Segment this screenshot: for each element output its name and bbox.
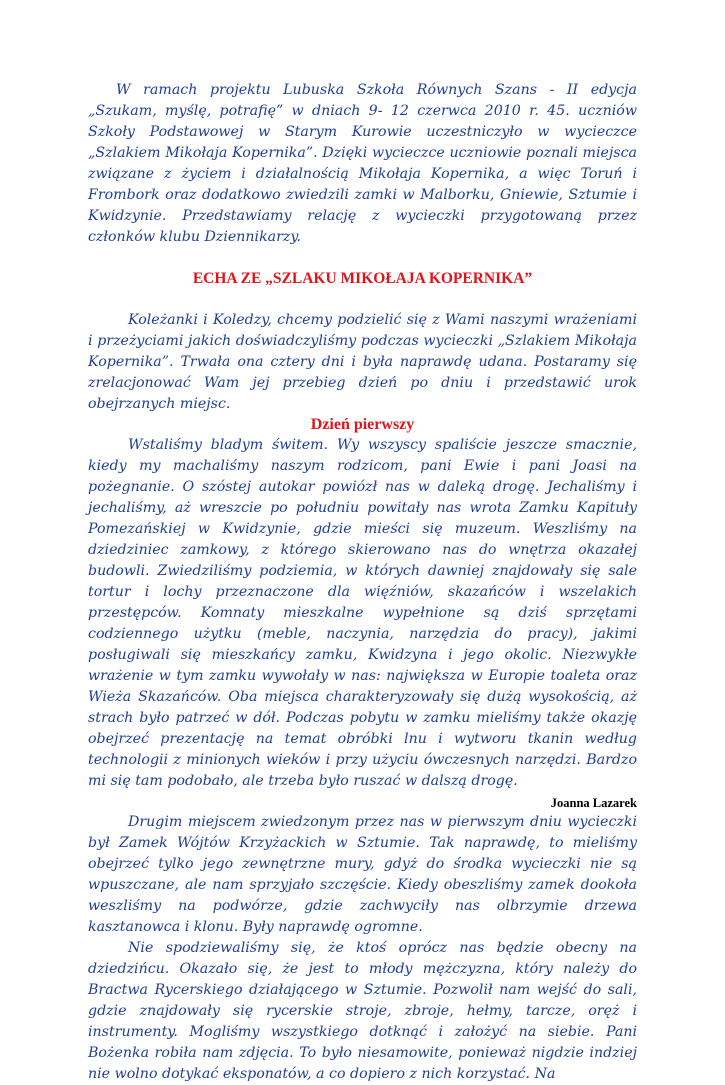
intro-section [88, 80, 637, 248]
day-heading: Dzień pierwszy [310, 416, 415, 433]
sztum-paragraph: Drugim miejscem zwiedzonym przez nas w pierwszym dniu wycieczki był Zamek Wójtów Krzyżackich w Sztumie. Tak naprawdę, to mieliśmy obejrzeć tylko jego zewnętrzne mury, gdyż do środka wycieczki nie są wpuszczane, ale nam sprzyjało szczęście. Kiedy obeszliśmy zamek dookoła weszliśmy na podwórze, gdzie zachwyciły nas olbrzymie drzewa kasztanowca i klonu. Były naprawdę ogromne. [88, 814, 637, 935]
bractwo-paragraph: Nie spodziewaliśmy się, że ktoś oprócz nas będzie obecny na dziedzińcu. Okazało się, że jest to młody mężczyzna, który należy do Bractwa Rycerskiego działającego w Sztumie. Pozwolił nam wejść do sali, gdzie znajdowały się rycerskie stroje, zbroje, hełmy, tarcze, oręż i instrumenty. Mogliśmy wszystkiego dotknąć i założyć na siebie. Pani Bożenka robiła nam zdjęcia. To było niesamowite, ponieważ nigdzie indziej nie wolno dotykać eksponatów, a co dopiero z nich korzystać. Na [88, 940, 637, 1082]
article-title: ECHA ZE „SZLAKU MIKOŁAJA KOPERNIKA” [192, 270, 533, 287]
day1-paragraph: Wstaliśmy bladym świtem. Wy wszyscy spaliście jeszcze smacznie, kiedy my machaliśmy naszym rodzicom, pani Ewie i pani Joasi na pożegnanie. O szóstej autokar powiózł nas w daleką drogę. Jechaliśmy i jechaliśmy, aż wreszcie po południu powitały nas wrota Zamku Kapituły Pomezańskiej w Kwidzynie, gdzie mieści się muzeum. Weszliśmy na dziedziniec zamkowy, z którego skierowano nas do wnętrza okazałej budowli. Zwiedziliśmy podziemia, w których dawniej znajdowały się sale tortur i lochy przeznaczone dla więźniów, skazańców i wszelakich przestępców. Komnaty mieszkalne wypełnione są dziś sprzętami codziennego użytku (meble, naczynia, narzędzia do pracy), jakimi posługiwali się mieszkańcy zamku, Kwidzyna i jego okolic. Niezwykłe wrażenie w tym zamku wywołały w nas: największa w Europie toaleta oraz Wieża Skazańców. Oba miejsca charakteryzowały się dużą wysokością, aż strach było patrzeć w dół. Podczas pobytu w zamku mieliśmy także okazję obejrzeć prezentację na temat obróbki lnu i wytworu tkanin według technologii z minionych wieków i przy użyciu ówczesnych narzędzi. Bardzo mi się tam podobało, ale trzeba było ruszać w dalszą drogę. [88, 437, 637, 789]
author-signature: Joanna Lazarek [550, 796, 637, 810]
article-body [88, 310, 637, 1085]
greeting-paragraph: Koleżanki i Koledzy, chcemy podzielić się z Wami naszymi wrażeniami i przeżyciami jakich doświadczyliśmy podczas wycieczki „Szlakiem Mikołaja Kopernika”. Trwała ona cztery dni i była naprawdę udana. Postaramy się zrelacjonować Wam jej przebieg dzień po dniu i przedstawić urok obejrzanych miejsc. [88, 312, 637, 412]
intro-paragraph: W ramach projektu Lubuska Szkoła Równych Szans - II edycja „Szukam, myślę, potrafię” w dniach 9- 12 czerwca 2010 r. 45. uczniów Szkoły Podstawowej w Starym Kurowie uczestniczyło w wycieczce „Szlakiem Mikołaja Kopernika”. Dzięki wycieczce uczniowie poznali miejsca związane z życiem i działalnością Mikołaja Kopernika, a więc Toruń i Frombork oraz dodatkowo zwiedzili zamki w Malborku, Gniewie, Sztumie i Kwidzynie. Przedstawiamy relację z wycieczki przygotowaną przez członków klubu Dziennikarzy. [88, 82, 637, 245]
